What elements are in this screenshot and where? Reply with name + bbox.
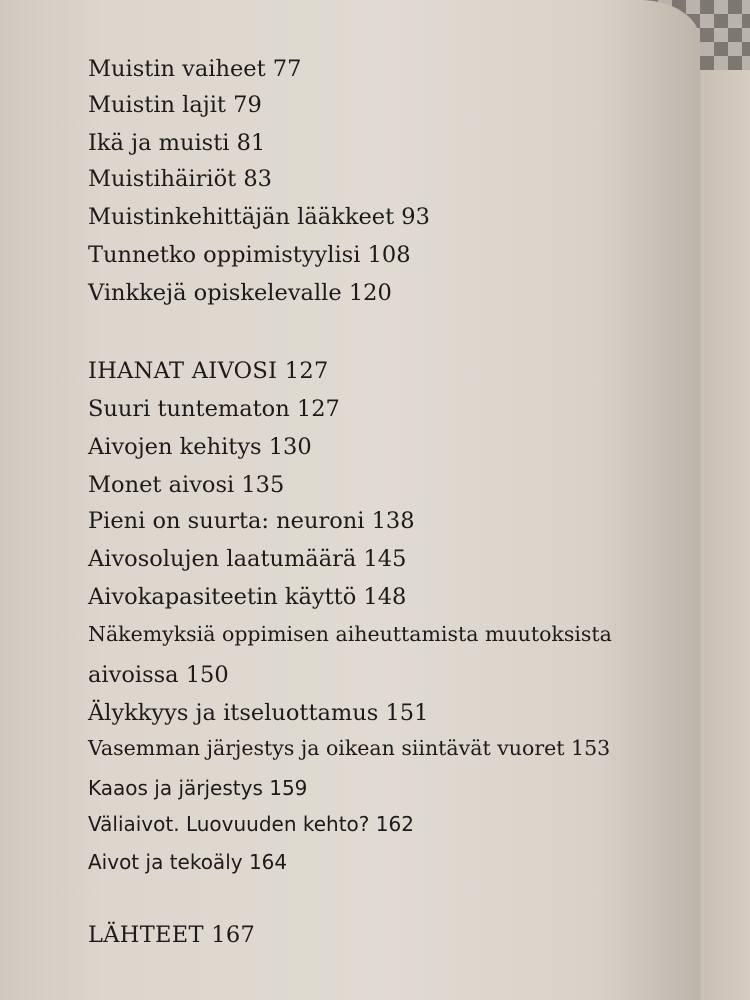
toc-entry-title: aivoissa [88,662,179,688]
toc-entry [88,584,406,610]
toc-entry-title: Tunnetko oppimistyylisi [88,242,361,268]
toc-entry-page: 120 [348,280,392,306]
toc-entry-title: Vinkkejä opiskelevalle [88,280,342,306]
toc-entry-title: Älykkyys ja itseluottamus [88,700,379,726]
toc-entry-title: Muistin vaiheet [88,56,266,82]
toc-entry-title: Näkemyksiä oppimisen aiheuttamista muutoksista [88,622,612,646]
toc-entry [88,92,262,118]
toc-entry-title: Vasemman järjestys ja oikean siintävät vuoret [88,736,565,760]
toc-entry-page: 159 [269,776,308,800]
toc-entry [88,812,414,836]
toc-entry [88,130,265,156]
section-title: IHANAT AIVOSI [88,358,278,384]
toc-entry-title: Suuri tuntematon [88,396,290,422]
toc-entry-page: 81 [236,130,266,156]
toc-entry-title: Aivot ja tekoäly [88,850,243,874]
toc-entry-page: 150 [185,662,229,688]
toc-entry-title: Aivosolujen laatumäärä [88,546,357,572]
toc-entry-page: 148 [363,584,407,610]
toc-entry-page: 79 [233,92,262,118]
toc-entry-title: Monet aivosi [88,472,235,498]
toc-entry-page: 93 [401,204,430,230]
toc-entry-page: 83 [243,166,272,192]
toc-entry-page: 130 [268,434,312,460]
toc-entry-title: Aivojen kehitys [88,434,262,460]
toc-entry-page: 151 [385,700,429,726]
toc-entry-title: Muistin lajit [88,92,226,118]
toc-entry [88,434,312,460]
toc-entry-page: 162 [375,812,414,836]
toc-entry-line1 [88,622,612,646]
toc-entry-page: 135 [241,472,285,498]
toc-entry-title: Ikä ja muisti [88,130,230,156]
toc-entry-page: 145 [363,546,407,572]
toc-section-heading [88,358,329,384]
toc-entry [88,472,284,498]
toc-entry [88,508,415,534]
toc-entry-page: 127 [296,396,340,422]
toc-entry [88,850,287,874]
toc-entry-title: Väliaivot. Luovuuden kehto? [88,812,370,836]
toc-entry-page: 153 [571,736,611,760]
toc-entry-title: Muistinkehittäjän lääkkeet [88,204,395,230]
toc-section-heading [88,922,255,948]
show-through-text [300,0,700,1000]
toc-entry-line2 [88,662,229,688]
section-page: 127 [284,358,329,384]
toc-entry [88,280,392,306]
toc-entry [88,204,430,230]
toc-entry [88,736,610,760]
section-title: LÄHTEET [88,922,204,948]
toc-entry [88,546,406,572]
toc-entry-title: Muistihäiriöt [88,166,237,192]
toc-entry-page: 164 [248,850,288,874]
toc-entry-title: Pieni on suurta: neuroni [88,508,365,534]
section-page: 167 [211,922,256,948]
toc-entry-title: Aivokapasiteetin käyttö [88,584,357,610]
toc-entry [88,56,301,82]
toc-entry [88,166,272,192]
toc-entry [88,396,340,422]
toc-entry [88,700,428,726]
toc-entry-page: 77 [272,56,302,82]
toc-entry [88,776,307,800]
toc-entry-title: Kaaos ja järjestys [88,776,263,800]
toc-entry-page: 138 [371,508,415,534]
toc-entry-page: 108 [367,242,411,268]
toc-entry [88,242,411,268]
